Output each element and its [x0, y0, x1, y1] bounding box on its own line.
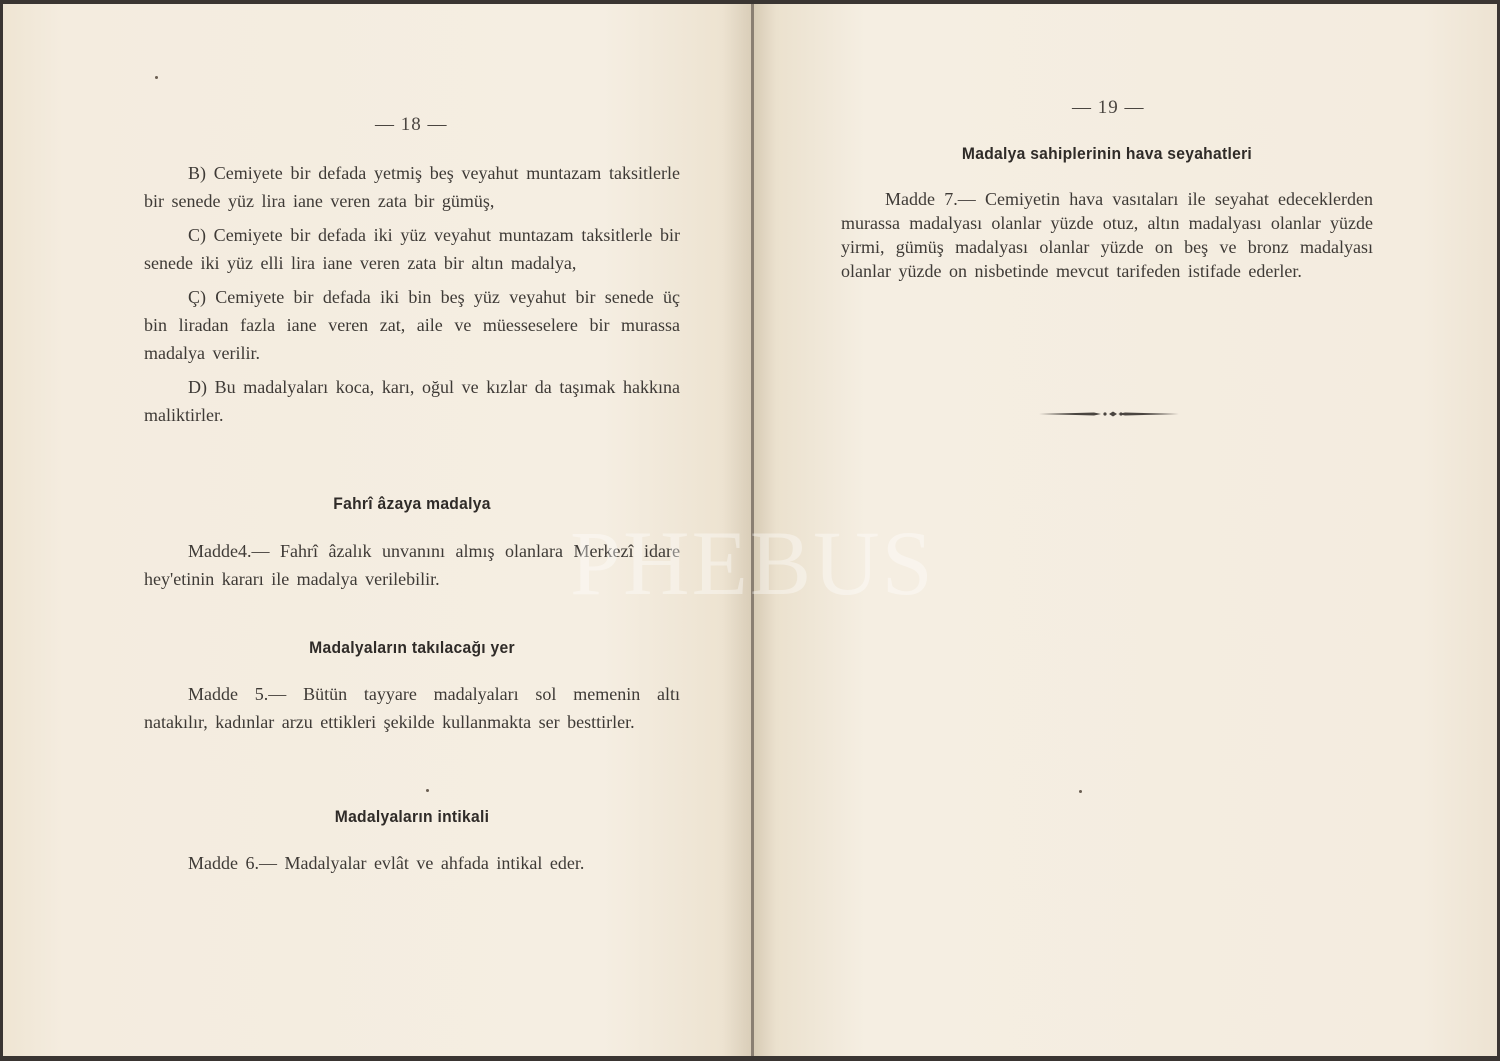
heading-air-travel: Madalya sahiplerinin hava seyahatleri: [961, 144, 1253, 163]
article-5-text: Madde 5.— Bütün tayyare madalyaları sol memenin altı natakılır, kadınlar arzu ettikleri şekilde kullanmakta ser besttirler.: [144, 684, 680, 732]
clause-b: B) Cemiyete bir defada yetmiş beş veyahut muntazam taksitlerle bir senede yüz lira iane veren zata bir gümüş,: [144, 163, 680, 211]
page-number-left: — 18 —: [375, 114, 448, 135]
clause-c-cedilla: Ç) Cemiyete bir defada iki bin beş yüz veyahut bir senede üç bin liradan fazla iane veren zat, aile ve müesseselere bir murassa madalya verilir.: [144, 287, 680, 363]
article-3-section: [144, 159, 680, 435]
article-6-text: Madde 6.— Madalyalar evlât ve ahfada intikal eder.: [188, 853, 585, 873]
article-7-section: [841, 187, 1373, 289]
paper-speck: [426, 789, 429, 792]
article-5-section: [144, 680, 680, 742]
article-7-text: Madde 7.— Cemiyetin hava vasıtaları ile seyahat edeceklerden murassa madalyası olanlar yüzde otuz, altın madalyası olanlar yüzde yirmi, gümüş madalyası olanlar yüzde on beş ve bronz madalyası olanlar yüzde on nisbetinde mevcut tarifeden istifade ederler.: [841, 189, 1373, 281]
article-6-section: [144, 849, 680, 883]
article-4-text: Madde4.— Fahrî âzalık unvanını almış olanlara Merkezî idare hey'etinin kararı ile madalya verilebilir.: [144, 541, 680, 589]
end-ornament-icon: [1039, 407, 1179, 421]
page-number-right: — 19 —: [1072, 97, 1145, 118]
heading-honorary-members: Fahrî âzaya madalya: [333, 494, 491, 513]
right-page: [754, 4, 1497, 1056]
watermark: PHEBUS: [570, 512, 935, 614]
left-page: [3, 4, 752, 1056]
heading-wearing-place: Madalyaların takılacağı yer: [309, 638, 515, 657]
clause-d: D) Bu madalyaları koca, karı, oğul ve kızlar da taşımak hakkına maliktirler.: [144, 377, 680, 425]
paper-speck: [155, 76, 158, 79]
paper-speck: [1079, 790, 1082, 793]
clause-c: C) Cemiyete bir defada iki yüz veyahut muntazam taksitlerle bir senede iki yüz elli lira iane veren zata bir altın madalya,: [144, 225, 680, 273]
heading-inheritance: Madalyaların intikali: [334, 807, 490, 826]
article-4-section: [144, 537, 680, 599]
